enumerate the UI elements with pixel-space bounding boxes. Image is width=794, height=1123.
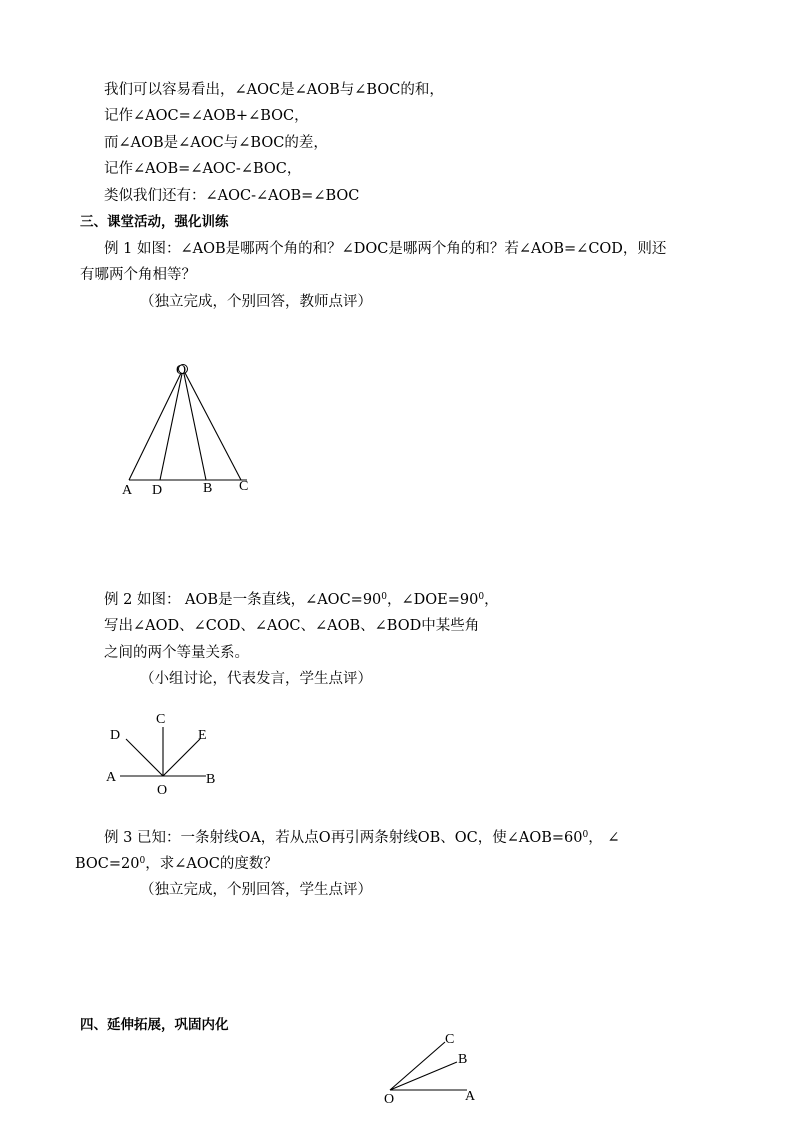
label-c: C bbox=[445, 1032, 455, 1047]
label-e: E bbox=[198, 728, 207, 743]
ray-oe bbox=[163, 739, 200, 776]
label-b: B bbox=[203, 481, 213, 496]
example-2-line-2: 写出∠AOD、∠COD、∠AOC、∠AOB、∠BOD中某些角 bbox=[104, 618, 480, 634]
label-b: B bbox=[458, 1052, 468, 1067]
ray-od bbox=[126, 739, 163, 776]
example-2-note: （小组讨论，代表发言，学生点评） bbox=[140, 671, 372, 687]
ray-ob bbox=[390, 1062, 457, 1090]
label-a: A bbox=[106, 770, 117, 785]
label-d: D bbox=[152, 483, 163, 498]
label-a: A bbox=[465, 1089, 476, 1104]
example-3-note: （独立完成，个别回答，学生点评） bbox=[140, 882, 372, 898]
intro-line-1: 我们可以容易看出，∠AOC是∠AOB与∠BOC的和， bbox=[104, 82, 444, 98]
section-4-heading: 四、延伸拓展，巩固内化 bbox=[80, 1017, 229, 1033]
example-1-note: （独立完成，个别回答，教师点评） bbox=[140, 294, 372, 310]
intro-line-5: 类似我们还有：∠AOC-∠AOB=∠BOC bbox=[104, 188, 360, 204]
label-a: A bbox=[122, 483, 133, 498]
example-3-line-2: $BOC=20^0$，求∠AOC的度数？ bbox=[75, 856, 278, 872]
example-1-line-2: 有哪两个角相等？ bbox=[80, 267, 196, 283]
intro-line-3: 而∠AOB是∠AOC与∠BOC的差， bbox=[104, 135, 328, 151]
ray-oc bbox=[390, 1042, 445, 1090]
label-d: D bbox=[110, 728, 121, 743]
label-o: O bbox=[157, 783, 168, 798]
ray-od bbox=[160, 369, 183, 480]
section-3-heading: 三、课堂活动，强化训练 bbox=[80, 214, 229, 230]
example-1-line-1: 例 1 如图：∠AOB是哪两个角的和？∠DOC是哪两个角的和？若∠AOB=∠COD，则还 bbox=[104, 241, 667, 257]
label-c: C bbox=[239, 479, 249, 494]
example-3-line-1: 例 3 已知：一条射线OA，若从点O再引两条射线OB、OC，使$\angle AOB=60^0$， ∠ bbox=[104, 830, 620, 846]
example-2-angle-figure bbox=[100, 705, 230, 805]
example-1-triangle-figure bbox=[110, 355, 270, 505]
label-o: O bbox=[176, 363, 187, 378]
example-2-line-3: 之间的两个等量关系。 bbox=[104, 645, 249, 661]
label-b: B bbox=[206, 772, 216, 787]
intro-line-4: 记作∠AOB=∠AOC-∠BOC， bbox=[104, 161, 302, 177]
ray-oc bbox=[183, 369, 241, 480]
label-c: C bbox=[156, 712, 166, 727]
section-4-angle-figure bbox=[370, 1025, 490, 1115]
example-2-line-1: 例 2 如图： AOB是一条直线，$\angle AOC=90^0$，$\angle DOE=90^0$， bbox=[104, 592, 499, 608]
ray-oa bbox=[129, 369, 183, 480]
ray-ob bbox=[183, 369, 206, 480]
label-o: O bbox=[384, 1092, 395, 1107]
intro-line-2: 记作∠AOC=∠AOB+∠BOC， bbox=[104, 108, 309, 124]
